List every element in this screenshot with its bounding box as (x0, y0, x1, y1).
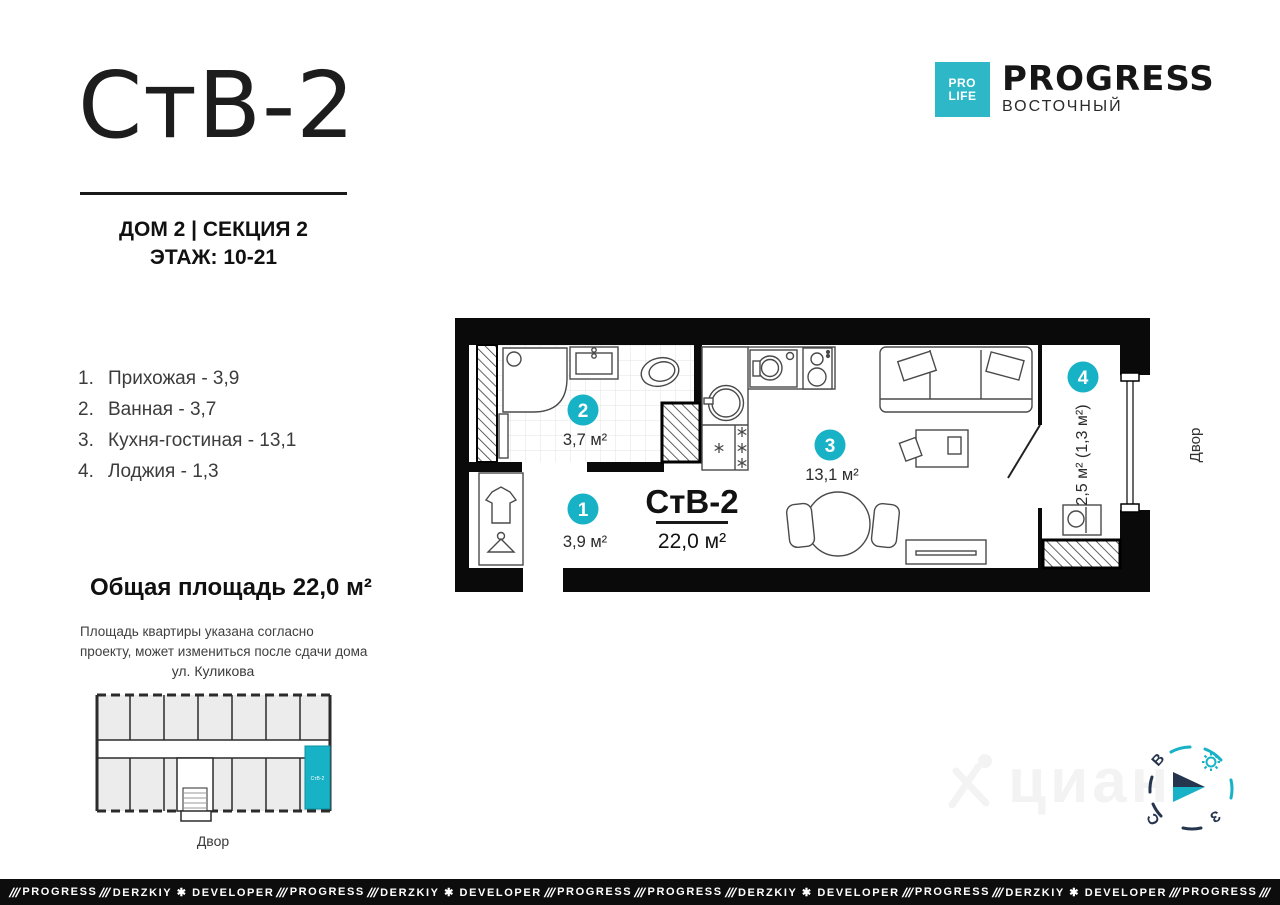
footer-slashes: /// (900, 884, 915, 900)
svg-text:1: 1 (577, 500, 589, 521)
footer-slashes: /// (1258, 884, 1273, 900)
title-divider (80, 192, 347, 195)
footer-slashes: /// (274, 884, 290, 900)
list-item-num: 4. (78, 461, 94, 482)
list-item-num: 1. (78, 368, 94, 389)
footer-slashes: /// (1167, 884, 1182, 900)
footer-brand-label: PROGRESS (1182, 886, 1258, 898)
list-item-label: Ванная - 3,7 (108, 399, 217, 420)
dining-table (806, 492, 870, 556)
disclaimer-line2: проекту, может измениться после сдачи дома (80, 644, 368, 659)
footer-brand-label: PROGRESS (647, 886, 723, 898)
building-info (80, 216, 347, 272)
svg-text:2: 2 (577, 401, 589, 422)
vent-shaft-hatched (662, 403, 700, 462)
footer-slashes: /// (365, 884, 380, 900)
footer-brand-label: PROGRESS (557, 886, 633, 898)
floor-line: ЭТАЖ: 10-21 (149, 246, 278, 269)
footer-slashes: /// (723, 884, 738, 900)
building-section-line: ДОМ 2 | СЕКЦИЯ 2 (119, 218, 308, 241)
compass-letter-z: З (1206, 806, 1224, 826)
plan-yard-label: Двор (1186, 427, 1204, 463)
footer-slashes: /// (990, 884, 1005, 900)
plan-unit-label: СтВ-2 (645, 483, 739, 520)
shaft-hatched (477, 345, 497, 462)
room-area-2: 3,7 м² (562, 431, 608, 449)
page-title: СтВ-2 (78, 52, 356, 159)
room-marker-4 (1068, 362, 1099, 506)
footer-brand-label: PROGRESS (289, 886, 365, 898)
room-marker-3 (805, 430, 859, 485)
rooms-legend (78, 368, 296, 492)
kitchen-block (702, 347, 835, 470)
svg-text:3: 3 (824, 436, 836, 457)
brand-district: ВОСТОЧНЫЙ (1002, 98, 1123, 115)
footer-slashes: /// (632, 884, 647, 900)
footer-slashes: /// (98, 884, 113, 900)
total-area-title: Общая площадь 22,0 м² (90, 574, 372, 601)
list-item-num: 3. (78, 430, 94, 451)
compass-arrow (1173, 772, 1205, 787)
list-item (78, 461, 296, 483)
brand-logo (935, 59, 1215, 117)
list-item (78, 399, 296, 421)
brand-badge-line2: LIFE (948, 88, 977, 103)
footer-brand-label: PROGRESS (22, 886, 98, 898)
miniplan-street-label: ул. Куликова (171, 663, 255, 679)
footer-slashes: /// (542, 884, 557, 900)
brand-badge (935, 62, 990, 117)
loggia-window (1121, 373, 1139, 512)
room-area-3: 13,1 м² (805, 466, 859, 484)
room-marker-1 (563, 494, 608, 552)
watermark-icon (938, 747, 1008, 817)
floor-plan (455, 315, 1155, 605)
shower-drain (507, 352, 521, 366)
list-item (78, 368, 296, 390)
list-item-label: Лоджия - 1,3 (108, 461, 219, 482)
chair (786, 503, 815, 548)
wardrobe (479, 473, 523, 565)
footer-brand-label: DERZKIY ✱ DEVELOPER (380, 886, 542, 899)
loggia-hatched-block (1043, 540, 1120, 568)
footer-brand-label: DERZKIY ✱ DEVELOPER (737, 886, 900, 899)
footer-banner (0, 879, 1280, 905)
footer-brand-label: DERZKIY ✱ DEVELOPER (112, 886, 275, 899)
building-miniplan (85, 660, 345, 855)
area-disclaimer (80, 622, 367, 662)
brand-badge-line1: PRO (948, 75, 977, 90)
disclaimer-line1: Площадь квартиры указана согласно (80, 624, 314, 639)
list-item-label: Прихожая - 3,9 (108, 368, 240, 389)
list-item-num: 2. (78, 399, 94, 420)
loggia-door-leaf (1008, 425, 1040, 478)
compass-letter-v: В (1148, 750, 1169, 770)
list-item (78, 430, 296, 452)
miniplan-unit-label: СтВ-2 (310, 776, 325, 782)
towel-radiator (499, 414, 508, 458)
chair (871, 503, 900, 548)
sun-icon (1202, 753, 1220, 771)
plan-unit-area: 22,0 м² (657, 530, 727, 553)
footer-slashes: /// (7, 884, 22, 900)
miniplan-yard-label: Двор (196, 833, 230, 849)
footer-brand-label: DERZKIY ✱ DEVELOPER (1005, 886, 1168, 899)
brand-name: PROGRESS (1002, 59, 1215, 99)
room-area-4: 2,5 м² (1,3 м²) (1074, 404, 1091, 506)
list-item-label: Кухня-гостиная - 13,1 (108, 430, 297, 451)
room-area-1: 3,9 м² (562, 533, 608, 551)
compass-rose (1135, 730, 1250, 845)
svg-text:4: 4 (1077, 368, 1089, 389)
footer-brand-label: PROGRESS (914, 886, 991, 898)
compass-letter-s: С (1143, 810, 1164, 828)
